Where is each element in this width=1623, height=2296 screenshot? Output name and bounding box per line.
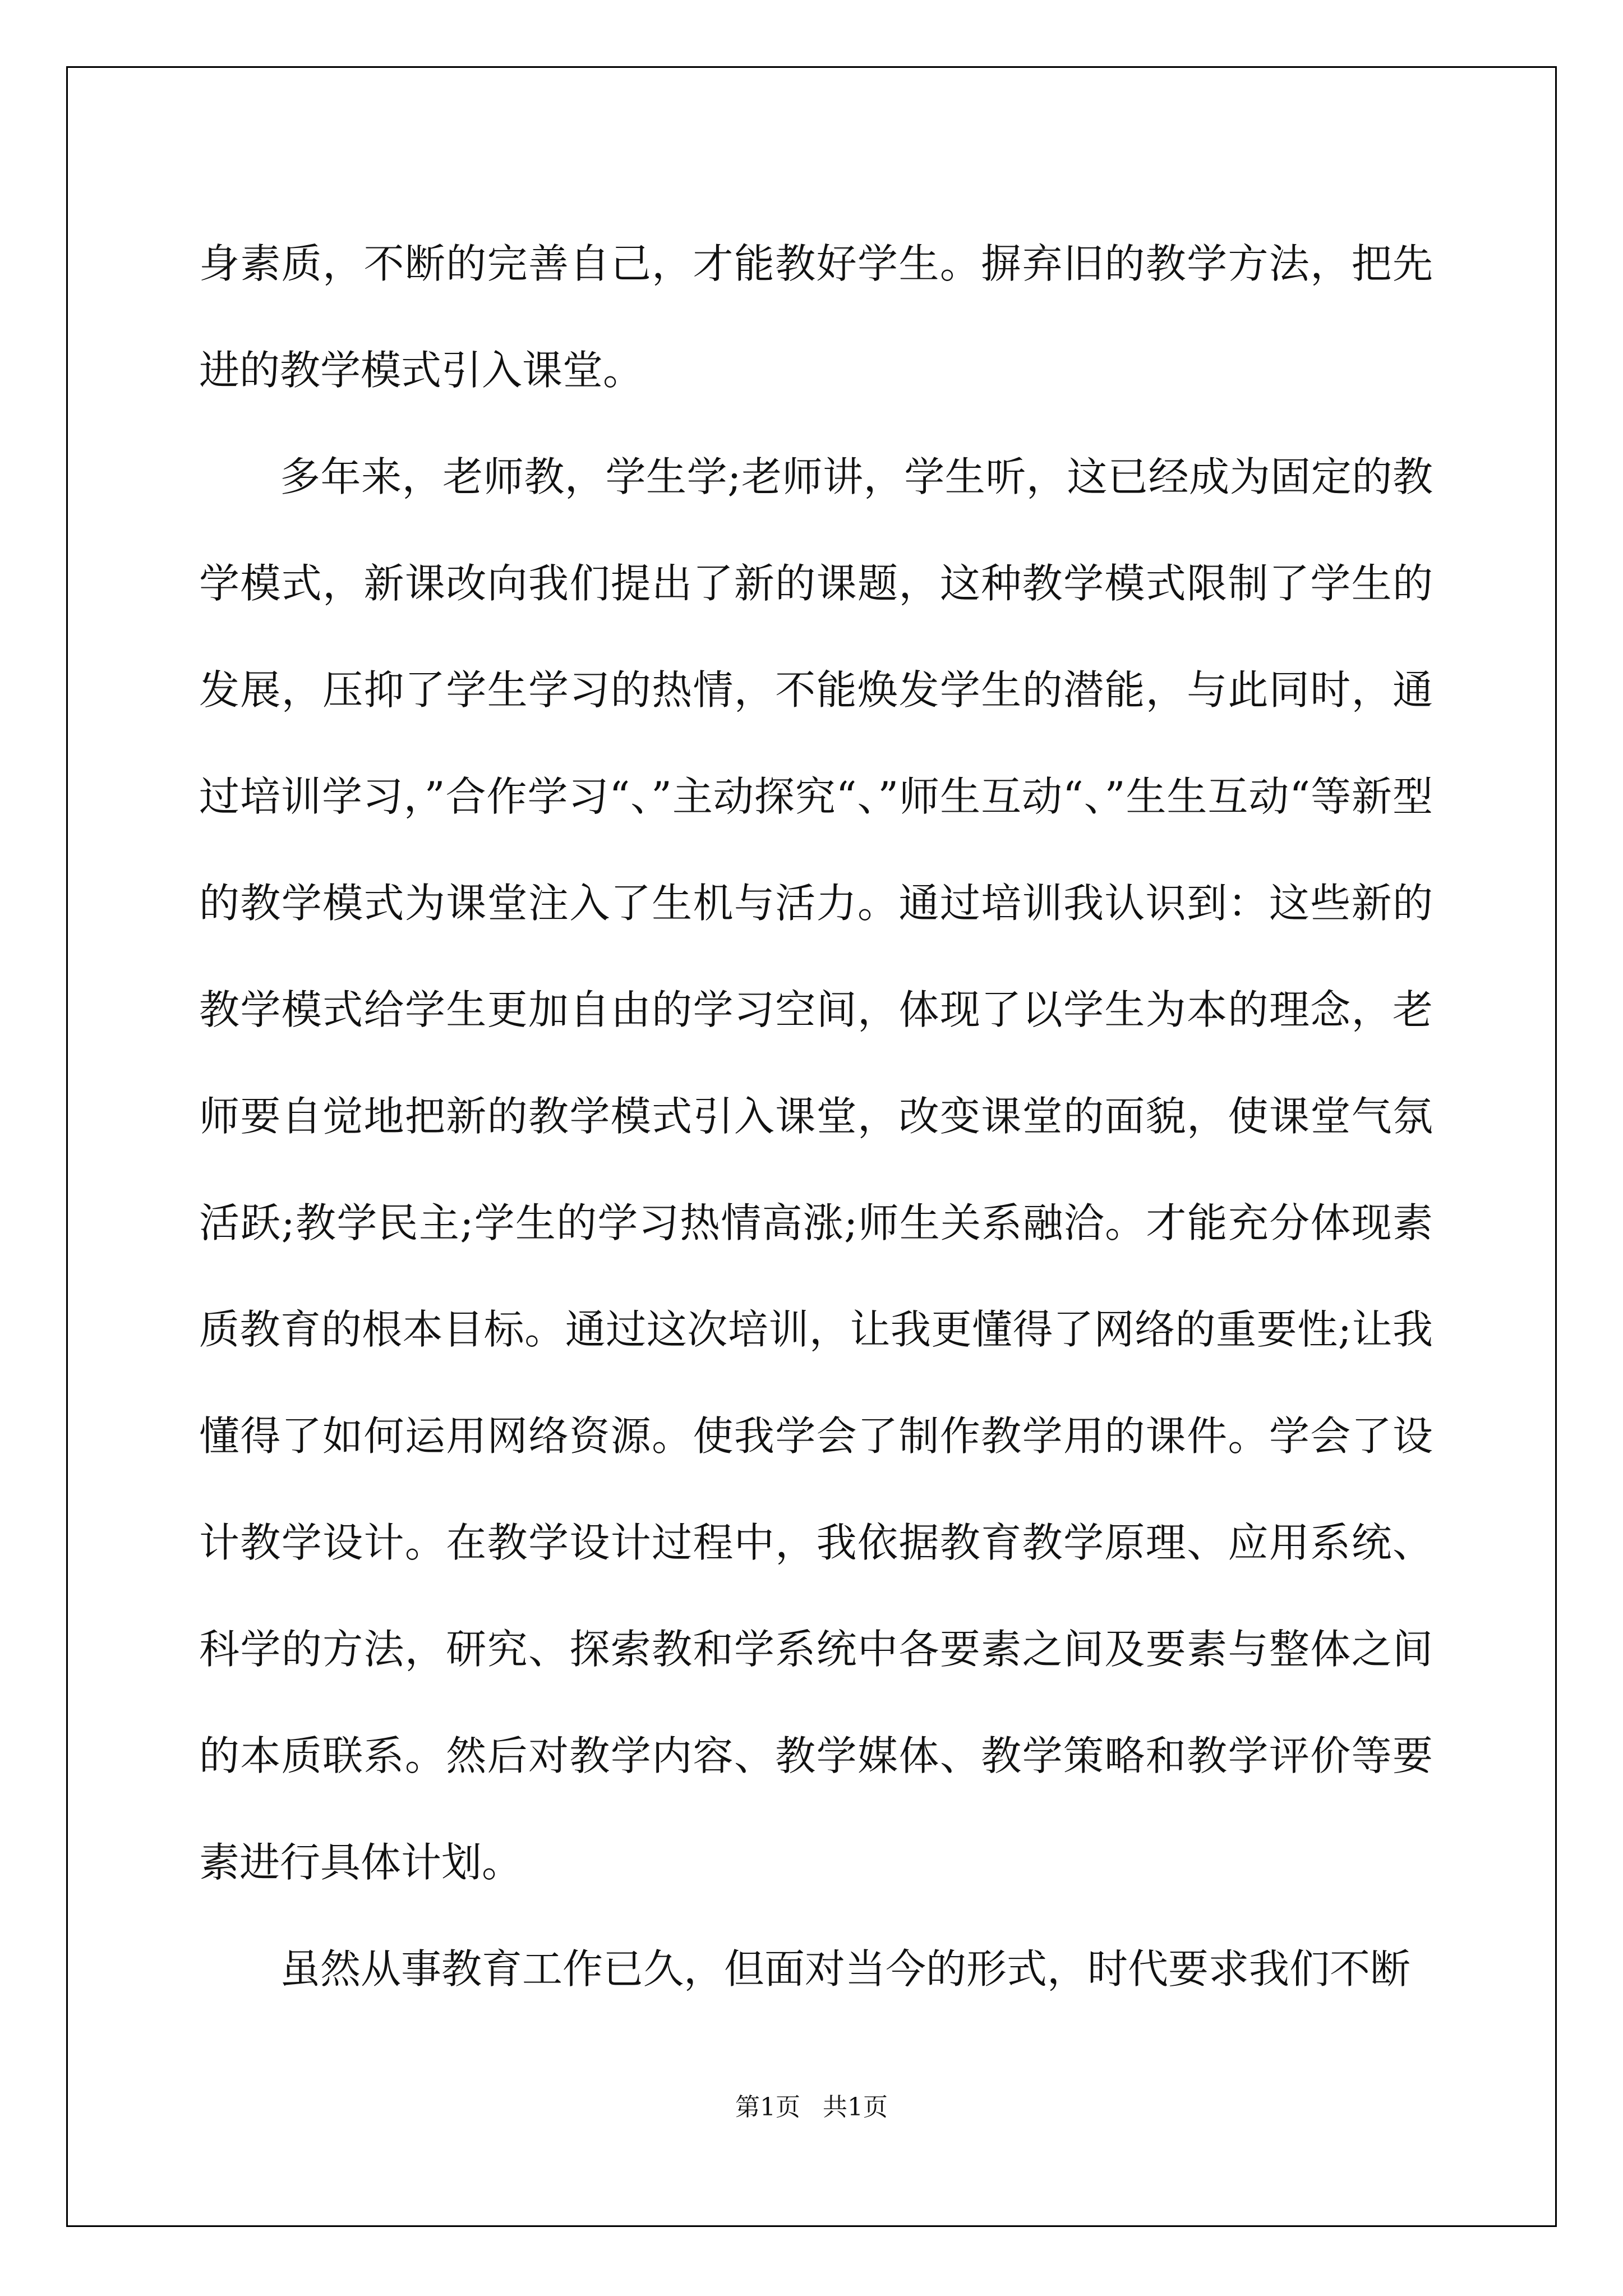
- page-number-total: 共1页: [823, 2093, 888, 2122]
- document-body: [199, 210, 1433, 2022]
- paragraph-1: 身素质，不断的完善自己，才能教好学生。摒弃旧的教学方法，把先进的教学模式引入课堂。: [199, 240, 1433, 394]
- page-footer: [0, 2087, 1623, 2123]
- paragraph-3: 虽然从事教育工作已久，但面对当今的形式，时代要求我们不断: [280, 1945, 1411, 1993]
- page-number-current: 第1页: [735, 2093, 800, 2122]
- paragraph-2: 多年来，老师教，学生学;老师讲，学生听，这已经成为固定的教学模式，新课改向我们提出了新的课题，这种教学模式限制了学生的发展，压抑了学生学习的热情，不能焕发学生的潜能，与此同时，通过培训学习，”合作学习“、”主动探究“、”师生互动“、”生生互动“等新型的教学模式为课堂注入了生机与活力。通过培训我认识到：这些新的教学模式给学生更加自由的学习空间，体现了以学生为本的理念，老师要自觉地把新的教学模式引入课堂，改变课堂的面貌，使课堂气氛活跃;教学民主;学生的学习热情高涨;师生关系融洽。才能充分体现素质教育的根本目标。通过这次培训，让我更懂得了网络的重要性;让我懂得了如何运用网络资源。使我学会了制作教学用的课件。学会了设计教学设计。在教学设计过程中，我依据教育教学原理、应用系统、科学的方法，研究、探索教和学系统中各要素之间及要素与整体之间的本质联系。然后对教学内容、教学媒体、教学策略和教学评价等要素进行具体计划。: [199, 453, 1433, 1886]
